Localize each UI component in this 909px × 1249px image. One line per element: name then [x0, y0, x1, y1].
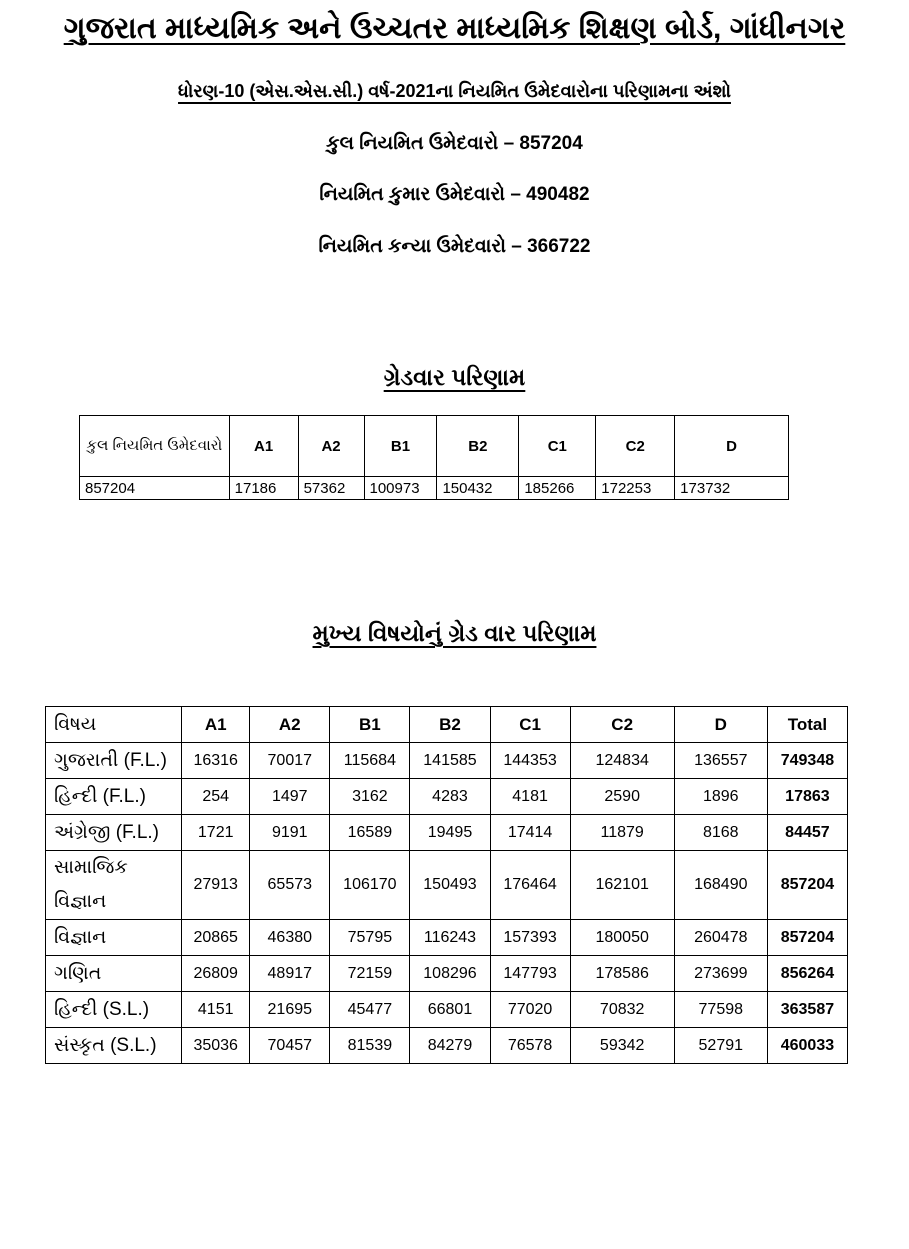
subject-grade-cell: 20865	[182, 920, 250, 956]
grade-section-heading: ગ્રેડવાર પરિણામ	[383, 364, 526, 390]
subject-row	[46, 779, 848, 815]
subject-grade-cell: 75795	[330, 920, 410, 956]
subject-grade-cell: 76578	[490, 1028, 570, 1064]
subject-grade-cell: 106170	[330, 851, 410, 920]
subject-name-cell: વિજ્ઞાન	[46, 920, 182, 956]
subject-col-header: Total	[767, 707, 847, 743]
subject-section-heading: મુખ્ય વિષયોનું ગ્રેડ વાર પરિણામ	[312, 620, 597, 646]
subject-grade-cell: 168490	[674, 851, 767, 920]
grade-col-header: C1	[519, 416, 596, 477]
subject-grade-cell: 260478	[674, 920, 767, 956]
subject-total-cell: 363587	[767, 992, 847, 1028]
subject-total-cell: 856264	[767, 956, 847, 992]
subject-grade-cell: 59342	[570, 1028, 674, 1064]
subject-grade-cell: 1896	[674, 779, 767, 815]
grade-value-cell: 172253	[596, 477, 675, 500]
subject-grade-cell: 11879	[570, 815, 674, 851]
subject-grade-cell: 70832	[570, 992, 674, 1028]
grade-col-header: D	[675, 416, 789, 477]
grade-col-header: C2	[596, 416, 675, 477]
subject-col-header: B1	[330, 707, 410, 743]
subject-grade-cell: 108296	[410, 956, 490, 992]
subject-total-cell: 460033	[767, 1028, 847, 1064]
subject-grade-cell: 35036	[182, 1028, 250, 1064]
subject-col-header: વિષય	[46, 707, 182, 743]
subject-name-cell: સંસ્કૃત (S.L.)	[46, 1028, 182, 1064]
subject-grade-cell: 77020	[490, 992, 570, 1028]
subject-col-header: A2	[250, 707, 330, 743]
subject-grade-cell: 4283	[410, 779, 490, 815]
stat-boys-candidates: નિયમિત કુમાર ઉમેદવારો – 490482	[319, 184, 590, 205]
grade-value-cell: 57362	[298, 477, 364, 500]
grade-value-cell: 173732	[675, 477, 789, 500]
subject-col-header: C2	[570, 707, 674, 743]
grade-value-cell: 17186	[229, 477, 298, 500]
subject-total-cell: 84457	[767, 815, 847, 851]
subject-grade-cell: 176464	[490, 851, 570, 920]
subject-total-cell: 17863	[767, 779, 847, 815]
subject-col-header: C1	[490, 707, 570, 743]
subject-name-cell: સામાજિક વિજ્ઞાન	[46, 851, 182, 920]
subject-grade-cell: 273699	[674, 956, 767, 992]
subject-row	[46, 815, 848, 851]
subject-grade-cell: 45477	[330, 992, 410, 1028]
grade-table-value-row	[80, 477, 789, 500]
subject-name-cell: હિન્દી (S.L.)	[46, 992, 182, 1028]
subject-grade-cell: 48917	[250, 956, 330, 992]
subject-grade-cell: 21695	[250, 992, 330, 1028]
subject-row	[46, 851, 848, 920]
subject-row	[46, 920, 848, 956]
subject-grade-result-table	[45, 706, 848, 1064]
subject-name-cell: હિન્દી (F.L.)	[46, 779, 182, 815]
grade-value-cell: 185266	[519, 477, 596, 500]
subject-grade-cell: 180050	[570, 920, 674, 956]
subject-grade-cell: 1721	[182, 815, 250, 851]
subject-name-cell: ગણિત	[46, 956, 182, 992]
subject-grade-cell: 70457	[250, 1028, 330, 1064]
subject-grade-cell: 8168	[674, 815, 767, 851]
grade-col-header: A2	[298, 416, 364, 477]
subject-grade-cell: 52791	[674, 1028, 767, 1064]
subject-grade-cell: 162101	[570, 851, 674, 920]
subject-grade-cell: 116243	[410, 920, 490, 956]
grade-wise-result-table	[79, 415, 789, 500]
subject-grade-cell: 1497	[250, 779, 330, 815]
subject-grade-cell: 136557	[674, 743, 767, 779]
subject-grade-cell: 65573	[250, 851, 330, 920]
document-subtitle: ધોરણ-10 (એસ.એસ.સી.) વર્ષ-2021ના નિયમિત ઉમેદવારોના પરિણામના અંશો	[178, 81, 731, 101]
subject-grade-cell: 17414	[490, 815, 570, 851]
subject-grade-cell: 77598	[674, 992, 767, 1028]
subject-table-header-row	[46, 707, 848, 743]
subject-grade-cell: 16316	[182, 743, 250, 779]
subject-grade-cell: 16589	[330, 815, 410, 851]
subject-row	[46, 956, 848, 992]
subject-grade-cell: 9191	[250, 815, 330, 851]
subject-grade-cell: 141585	[410, 743, 490, 779]
subject-name-cell: અંગ્રેજી (F.L.)	[46, 815, 182, 851]
subject-grade-cell: 84279	[410, 1028, 490, 1064]
subject-total-cell: 749348	[767, 743, 847, 779]
subject-grade-cell: 4181	[490, 779, 570, 815]
stat-girls-candidates: નિયમિત કન્યા ઉમેદવારો – 366722	[318, 236, 591, 257]
subject-grade-cell: 115684	[330, 743, 410, 779]
grade-col-header: A1	[229, 416, 298, 477]
subject-grade-cell: 81539	[330, 1028, 410, 1064]
subject-grade-cell: 72159	[330, 956, 410, 992]
subject-grade-cell: 27913	[182, 851, 250, 920]
subject-grade-cell: 2590	[570, 779, 674, 815]
subject-grade-cell: 19495	[410, 815, 490, 851]
subject-grade-cell: 26809	[182, 956, 250, 992]
subject-row	[46, 743, 848, 779]
subject-grade-cell: 150493	[410, 851, 490, 920]
subject-col-header: A1	[182, 707, 250, 743]
subject-total-cell: 857204	[767, 920, 847, 956]
subject-row	[46, 992, 848, 1028]
subject-grade-cell: 3162	[330, 779, 410, 815]
grade-col-header: કુલ નિયમિત ઉમેદવારો	[80, 416, 230, 477]
subject-grade-cell: 144353	[490, 743, 570, 779]
subject-total-cell: 857204	[767, 851, 847, 920]
stat-total-candidates: કુલ નિયમિત ઉમેદવારો – 857204	[326, 133, 583, 154]
subject-name-cell: ગુજરાતી (F.L.)	[46, 743, 182, 779]
subject-grade-cell: 46380	[250, 920, 330, 956]
grade-value-cell: 857204	[80, 477, 230, 500]
grade-col-header: B1	[364, 416, 437, 477]
subject-grade-cell: 4151	[182, 992, 250, 1028]
subject-grade-cell: 66801	[410, 992, 490, 1028]
subject-grade-cell: 157393	[490, 920, 570, 956]
subject-col-header: B2	[410, 707, 490, 743]
grade-value-cell: 150432	[437, 477, 519, 500]
subject-col-header: D	[674, 707, 767, 743]
document-title: ગુજરાત માધ્યમિક અને ઉચ્ચતર માધ્યમિક શિક્ષણ બોર્ડ, ગાંધીનગર	[63, 12, 846, 45]
grade-value-cell: 100973	[364, 477, 437, 500]
subject-grade-cell: 70017	[250, 743, 330, 779]
subject-grade-cell: 254	[182, 779, 250, 815]
grade-table-header-row	[80, 416, 789, 477]
subject-grade-cell: 178586	[570, 956, 674, 992]
grade-col-header: B2	[437, 416, 519, 477]
subject-row	[46, 1028, 848, 1064]
subject-grade-cell: 147793	[490, 956, 570, 992]
subject-grade-cell: 124834	[570, 743, 674, 779]
